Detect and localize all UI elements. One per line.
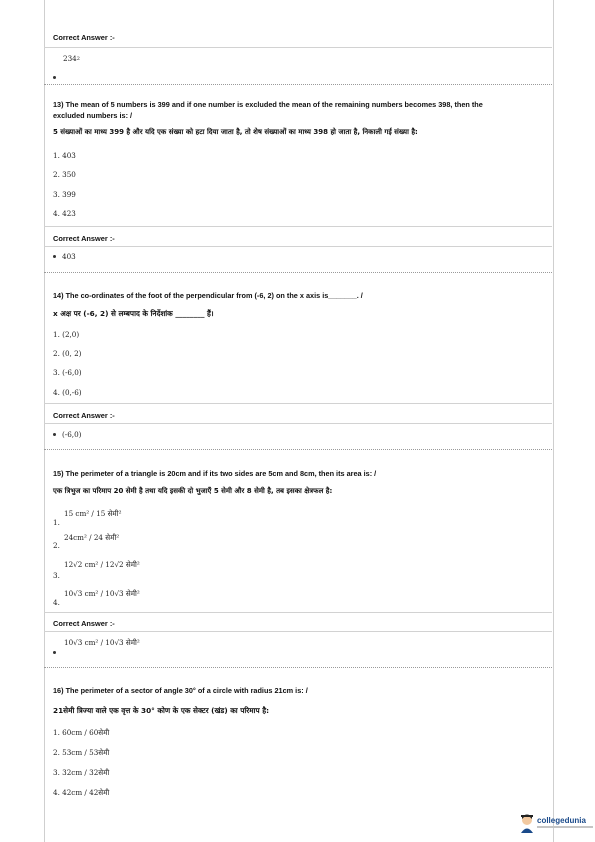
question-14-text: 14) The co-ordinates of the foot of the perpendicular from (-6, 2) on the x axis is_______. / xyxy=(53,291,363,300)
q15-option-2[interactable]: 2. 24cm² / 24 सेमी² xyxy=(53,533,120,550)
bullet xyxy=(53,255,56,258)
divider xyxy=(44,246,552,247)
q14-correct-answer: (-6,0) xyxy=(53,430,81,439)
question-16-hindi: 21सेमी त्रिज्या वाले एक वृत्त के 30° कोण के एक सेक्टर (खंड) का परिमाप है: xyxy=(53,706,269,715)
question-13-text: 13) The mean of 5 numbers is 399 and if one number is excluded the mean of the remaining numbers becomes 398, then the excluded numbers is: / xyxy=(53,100,483,120)
q13-option-2[interactable]: 2. 350 xyxy=(53,170,76,179)
correct-answer-label: Correct Answer :- xyxy=(53,411,115,420)
divider xyxy=(44,612,552,613)
logo-text: collegedunia xyxy=(537,816,586,825)
logo-tagline xyxy=(537,826,593,828)
question-15-text: 15) The perimeter of a triangle is 20cm and if its two sides are 5cm and 8cm, then its area is: / xyxy=(53,469,377,478)
student-avatar-icon xyxy=(519,813,535,833)
q14-option-2[interactable]: 2. (0, 2) xyxy=(53,349,82,358)
question-separator xyxy=(44,667,552,668)
answer-text: 234 xyxy=(63,54,77,63)
q16-option-2[interactable]: 2. 53cm / 53सेमी xyxy=(53,748,110,757)
q13-correct-answer: 403 xyxy=(53,252,76,261)
divider xyxy=(44,423,552,424)
q15-option-4[interactable]: 4. 10√3 cm² / 10√3 सेमी² xyxy=(53,589,140,607)
bullet xyxy=(53,651,56,654)
question-14-hindi: x अक्ष पर (-6, 2) से लम्बपाद के निर्देशांक ________ हैं। xyxy=(53,309,214,318)
q16-option-4[interactable]: 4. 42cm / 42सेमी xyxy=(53,788,110,797)
divider xyxy=(44,631,552,632)
question-16-text: 16) The perimeter of a sector of angle 30° of a circle with radius 21cm is: / xyxy=(53,686,308,695)
divider xyxy=(44,47,552,48)
q13-option-1[interactable]: 1. 403 xyxy=(53,151,76,160)
q13-option-3[interactable]: 3. 399 xyxy=(53,190,76,199)
q14-option-1[interactable]: 1. (2,0) xyxy=(53,330,80,339)
q14-option-3[interactable]: 3. (-6,0) xyxy=(53,368,82,377)
collegedunia-logo xyxy=(519,813,595,837)
answer-superscript: 2 xyxy=(76,55,80,62)
correct-answer-label: Correct Answer :- xyxy=(53,619,115,628)
q16-option-3[interactable]: 3. 32cm / 32सेमी xyxy=(53,768,110,777)
question-15-hindi: एक त्रिभुज का परिमाप 20 सेमी है तथा यदि इसकी दो भुजाएँ 5 सेमी और 8 सेमी है, तब इसका क्षेत्रफल है: xyxy=(53,487,333,495)
question-separator xyxy=(44,84,552,85)
divider xyxy=(44,403,552,404)
q13-option-4[interactable]: 4. 423 xyxy=(53,209,76,218)
correct-answer-value xyxy=(53,54,80,63)
correct-answer-label: Correct Answer :- xyxy=(53,234,115,243)
question-separator xyxy=(44,272,552,273)
bullet xyxy=(53,433,56,436)
divider xyxy=(44,226,552,227)
answer-bullet xyxy=(53,64,62,83)
question-13-hindi: 5 संख्याओं का माध्य 399 है और यदि एक संख्या को हटा दिया जाता है, तो शेष संख्याओं का माध्य 398 हो जाता है, निकाली गई संख्या है: xyxy=(53,128,418,136)
q15-option-3[interactable]: 3. 12√2 cm² / 12√2 सेमी² xyxy=(53,560,140,580)
correct-answer-label: Correct Answer :- xyxy=(53,33,115,42)
question-separator xyxy=(44,449,552,450)
q14-option-4[interactable]: 4. (0,-6) xyxy=(53,388,82,397)
q16-option-1[interactable]: 1. 60cm / 60सेमी xyxy=(53,728,110,737)
q15-option-1[interactable]: 1. 15 cm² / 15 सेमी² xyxy=(53,509,122,527)
